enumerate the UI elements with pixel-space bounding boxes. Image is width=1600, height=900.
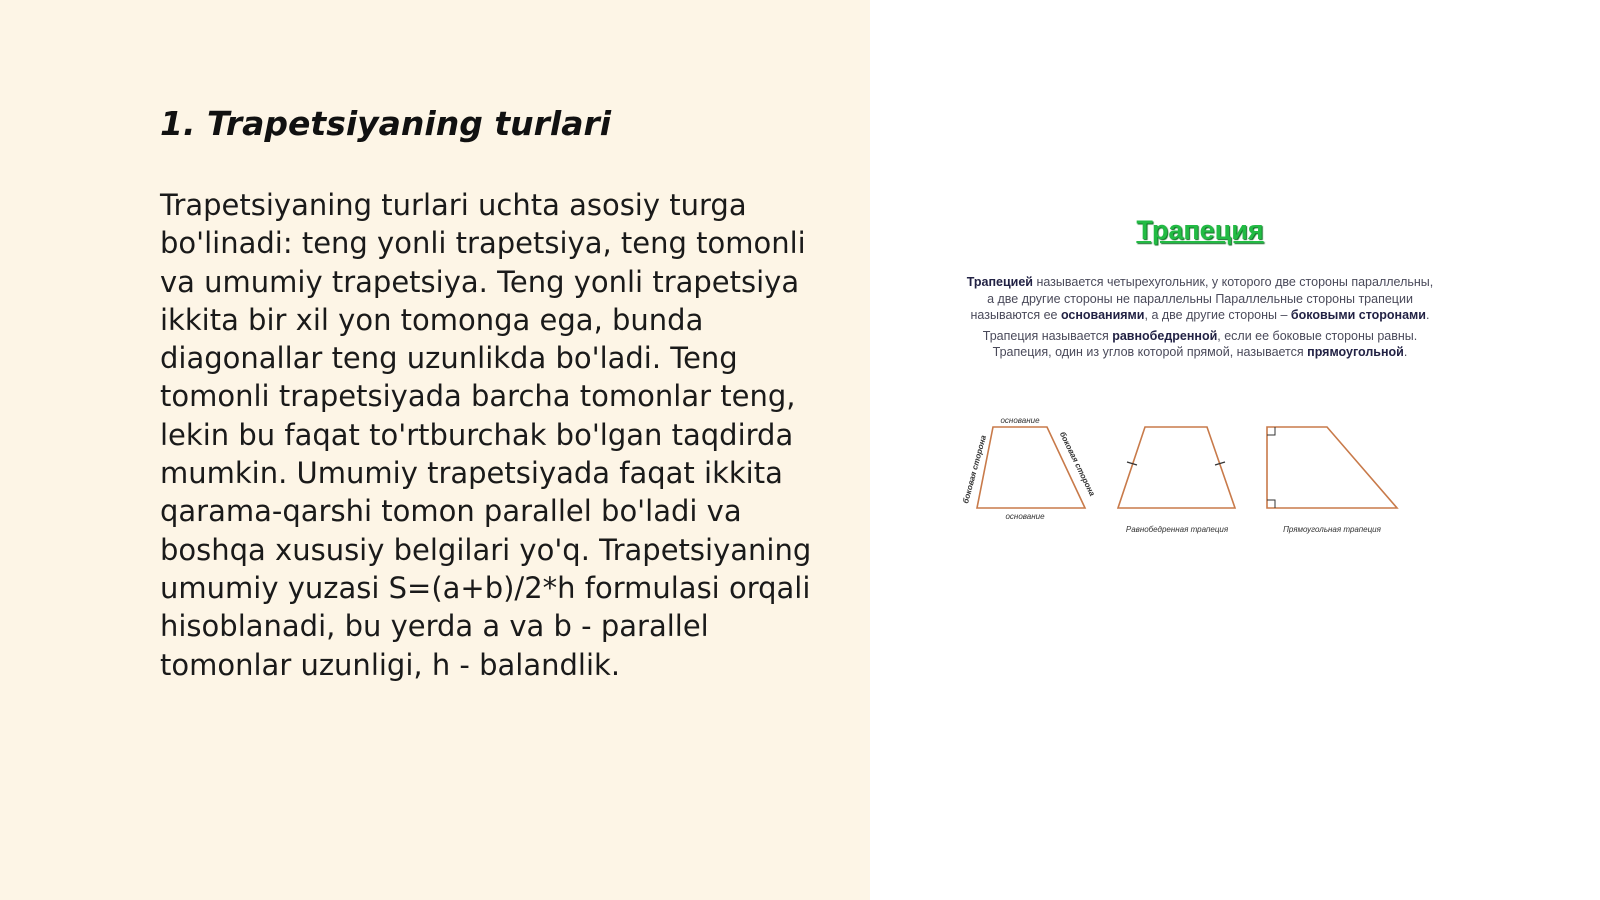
term-trapezoid: Трапецией: [966, 275, 1033, 289]
slide-body-text: Trapetsiyaning turlari uchta asosiy turga bo'linadi: teng yonli trapetsiya, teng tomonli va umumiy trapetsiya. Teng yonli trapetsiya ikkita bir xil yon tomonga ega, bunda diagonallar teng uzunlikda bo'ladi. Teng tomonli trapetsiyada barcha tomonlar teng, lekin bu faqat to'rtburchak bo'lgan taqdirda mumkin. Umumiy trapetsiyada faqat ikkita qarama-qarshi tomon parallel bo'ladi va boshqa xususiy belgilari yo'q. Trapetsiyaning umumiy yuzasi S=(a+b)/2*h formulasi orqali hisoblanadi, bu yerda a va b - parallel tomonlar uzunligi, h - balandlik.: [160, 188, 812, 682]
figure-definition-text: [965, 274, 1435, 365]
definition-paragraph: Трапецией называется четырехугольник, у которого две стороны параллельны, а две другие стороны не параллельны Параллельные стороны трапеции называются ее основаниями, а две другие стороны – боковыми сторонами.: [966, 275, 1434, 322]
right-angle-mark-bottom: [1267, 500, 1275, 508]
label-top-base: основание: [1000, 416, 1040, 425]
term-bases: основаниями: [1060, 308, 1145, 322]
isosceles-trapezoid-shape: [1118, 427, 1235, 508]
label-bottom-base: основание: [1005, 512, 1045, 521]
right-trapezoid-shape: [1267, 427, 1397, 508]
term-legs: боковыми сторонами: [1290, 308, 1426, 322]
types-paragraph: Трапеция называется равнобедренной, если ее боковые стороны равны. Трапеция, один из углов которой прямой, называется прямоугольной.: [982, 328, 1418, 359]
right-angle-mark-top: [1267, 427, 1275, 435]
trapezoid-reference-image: [961, 205, 1435, 545]
label-right-side: боковая сторона: [1057, 430, 1097, 498]
caption-isosceles: Равнобедренная трапеция: [1125, 525, 1229, 534]
trapezoid-diagrams: [961, 415, 1435, 545]
figure-title: Трапеция: [1136, 215, 1264, 245]
caption-right: Прямоугольная трапеция: [1283, 525, 1381, 534]
label-left-side: боковая сторона: [961, 434, 989, 505]
term-right: прямоугольной: [1307, 345, 1404, 359]
slide-title: 1. Trapetsiyaning turlari: [160, 104, 612, 143]
term-isosceles: равнобедренной: [1112, 328, 1218, 343]
